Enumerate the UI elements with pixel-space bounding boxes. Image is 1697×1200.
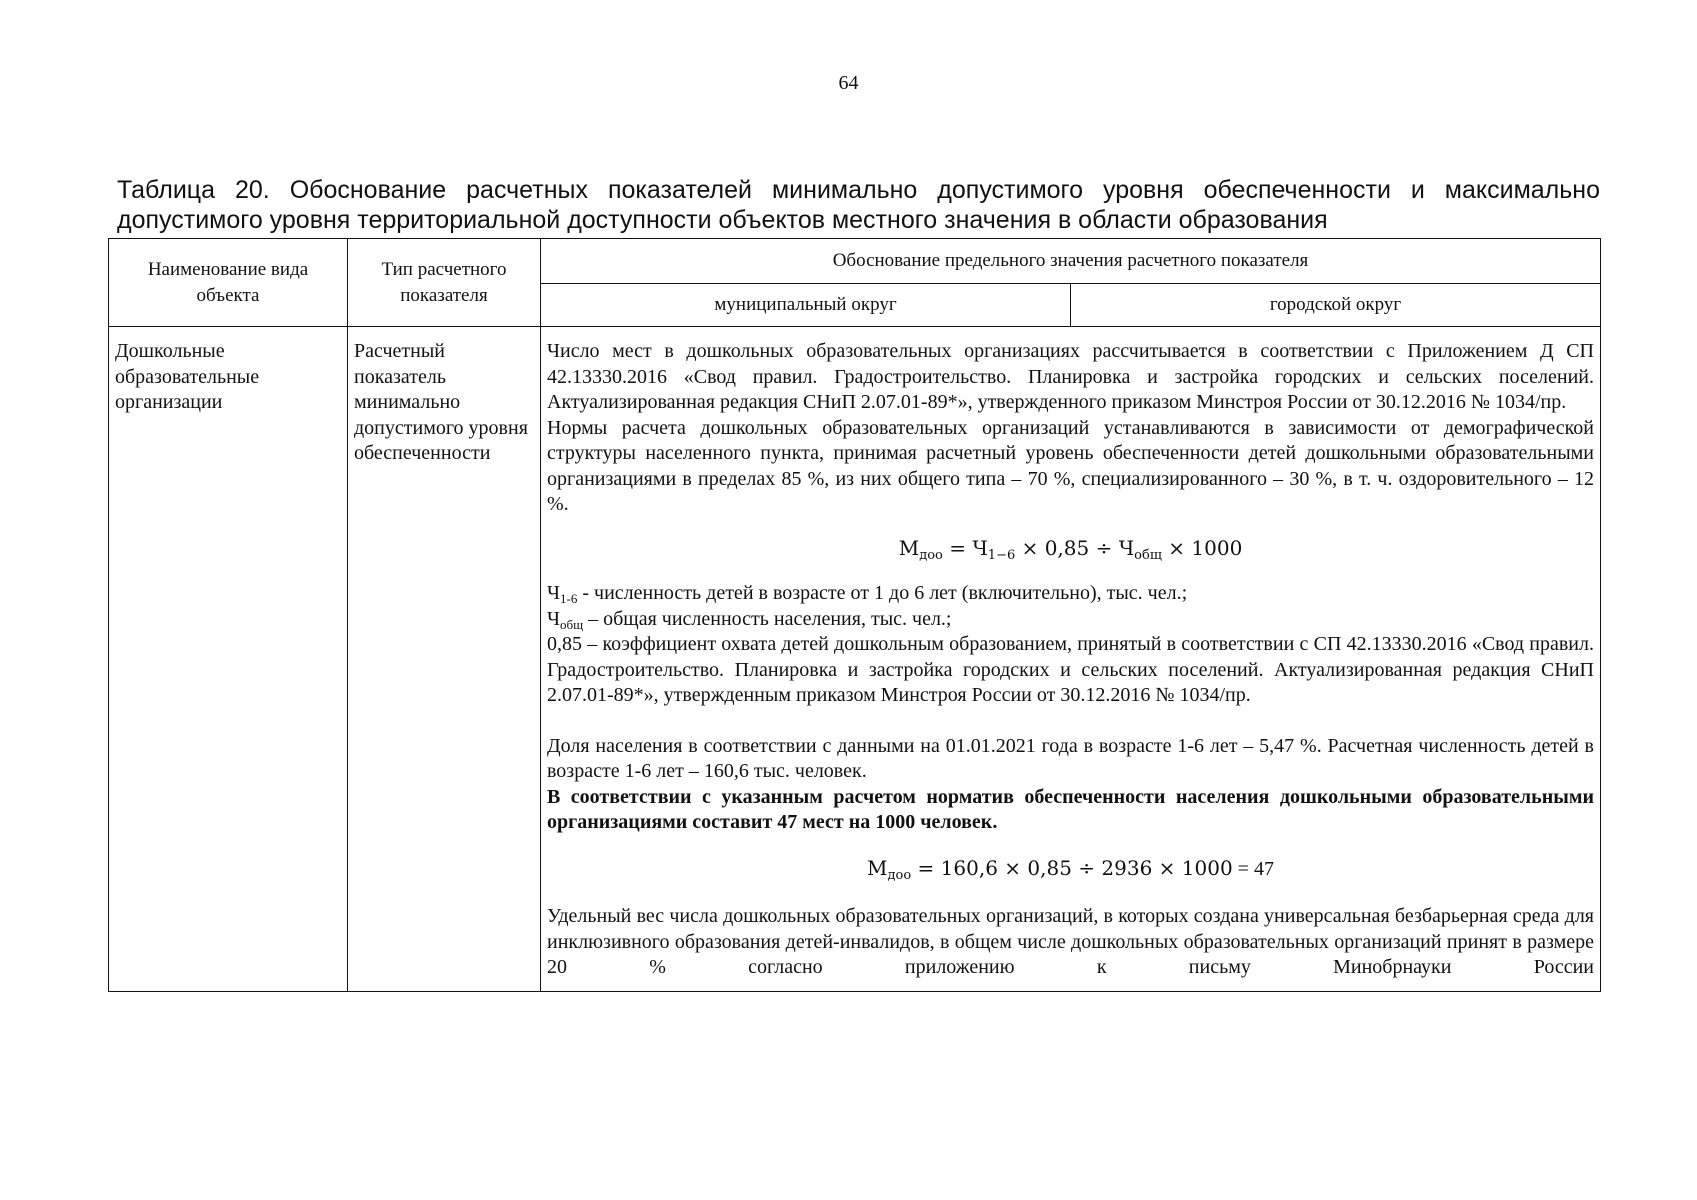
- def-text: – общая численность населения, тыс. чел.;: [583, 607, 952, 630]
- paragraph-places-calculation: Число мест в дошкольных образовательных организациях рассчитывается в соответствии с Приложением Д СП 42.13330.2016 «Свод правил. Градостроительство. Планировка и застройка городских и сельских поселений. Актуализированная редакция СНиП 2.07.01-89*», утвержденного приказом Минстроя России от 30.12.2016 № 1034/пр.: [547, 340, 1594, 413]
- cell-justification: [541, 327, 1601, 992]
- header-urban-district: городской округ: [1071, 284, 1601, 327]
- def-symbol-sub: общ: [560, 616, 584, 632]
- header-object-type: Наименование вида объекта: [109, 239, 348, 327]
- formula2-rhs: = 160,6 × 0,85 ÷ 2936 × 1000: [911, 855, 1233, 880]
- formula-mid1: = Ч: [942, 535, 988, 560]
- definition-coefficient: 0,85 – коэффициент охвата детей дошкольным образованием, принятый в соответствии с СП 42.13330.2016 «Свод правил. Градостроительство. Планировка и застройка городских и сельских поселений. Актуализированная редакция СНиП 2.07.01-89*», утвержденным приказом Минстроя России от 30.12.2016 № 1034/пр.: [547, 633, 1594, 706]
- definition-children: [547, 581, 1594, 607]
- header-municipal-district: муниципальный округ: [541, 284, 1071, 327]
- cell-object-type: [109, 327, 348, 992]
- def-symbol-sub: 1-6: [560, 591, 578, 606]
- formula2-result: = 47: [1232, 857, 1274, 880]
- formula-mid1-sub: 1−6: [987, 547, 1016, 563]
- bold-conclusion: В соответствии с указанным расчетом норматив обеспеченности населения дошкольными образовательными организациями составит 47 мест на 1000 человек.: [547, 785, 1594, 833]
- paragraph-population-share: Доля населения в соответствии с данными на 01.01.2021 года в возрасте 1-6 лет – 5,47 %. Расчетная численность детей в возрасте 1-6 лет – 160,6 тыс. человек.: [547, 734, 1594, 782]
- definition-population: [547, 607, 1594, 633]
- cell-indicator-type: [348, 327, 541, 992]
- formula-calculated: [547, 856, 1594, 883]
- def-symbol: Ч: [547, 582, 560, 604]
- indicator-type-text: Расчетный показатель минимально допустимого уровня обеспеченности: [354, 340, 528, 464]
- header-justification: Обоснование предельного значения расчетного показателя: [541, 239, 1601, 284]
- formula-mid2-sub: общ: [1134, 547, 1162, 563]
- header-indicator-type: Тип расчетного показателя: [348, 239, 541, 327]
- formula-mid2: × 0,85 ÷ Ч: [1015, 535, 1135, 560]
- formula-tail: × 1000: [1161, 535, 1243, 560]
- justification-table: [108, 238, 1601, 992]
- formula-general: [547, 536, 1594, 562]
- formula2-lhs-sub: доо: [887, 867, 912, 883]
- object-type-text: Дошкольные образовательные организации: [115, 340, 260, 413]
- formula-lhs-sub: доо: [919, 547, 943, 563]
- paragraph-inclusive-share: Удельный вес числа дошкольных образовательных организаций, в которых создана универсальная безбарьерная среда для инклюзивного образования детей-инвалидов, в общем числе дошкольных образовательных организаций принят в размере 20 % согласно приложению к письму Минобрнауки России: [547, 905, 1594, 978]
- formula2-lhs: М: [867, 855, 888, 880]
- table-row: [109, 327, 1601, 992]
- def-symbol: Ч: [547, 607, 560, 630]
- paragraph-norm-result: [547, 785, 1594, 836]
- def-text: - численность детей в возрасте от 1 до 6 лет (включительно), тыс. чел.;: [577, 582, 1188, 604]
- table-caption: Таблица 20. Обоснование расчетных показателей минимально допустимого уровня обеспеченности и максимально допустимого уровня территориальной доступности объектов местного значения в области образования: [117, 176, 1600, 234]
- page-number: 64: [838, 72, 859, 94]
- paragraph-norms: Нормы расчета дошкольных образовательных организаций устанавливаются в зависимости от демографической структуры населенного пункта, принимая расчетный уровень обеспеченности детей дошкольными образовательными организациями в пределах 85 %, из них общего типа – 70 %, специализированного – 30 %, в т. ч. оздоровительного – 12 %.: [547, 416, 1594, 515]
- formula-lhs: М: [898, 535, 920, 560]
